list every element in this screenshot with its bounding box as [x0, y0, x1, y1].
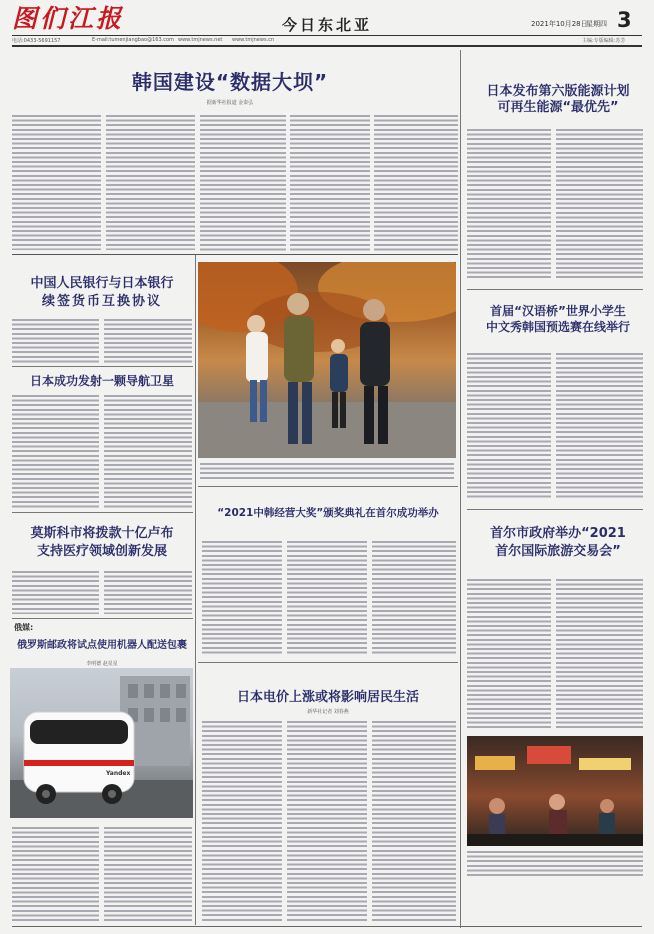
masthead-tel: 电话:0433-5691157 [12, 38, 61, 44]
article-seoul-fair-title-1: 首尔市政府举办“2021 [490, 526, 626, 541]
article-pboc-body [12, 318, 99, 364]
article-japan-power-body [287, 720, 367, 922]
article-korea-body [12, 114, 101, 250]
article-japan-energy-body [467, 128, 551, 280]
photo-family-caption [200, 462, 454, 480]
masthead-web2: www.tmjnews.cn [232, 37, 275, 43]
article-robot-body [12, 826, 99, 922]
article-korea-body [374, 114, 458, 252]
article-moscow-body [104, 570, 192, 614]
article-korea-body [290, 114, 370, 252]
article-korea-body [106, 114, 195, 250]
robot-brand-logo: Yandex [106, 770, 131, 777]
article-seoul-fair-body [556, 578, 643, 728]
article-robot-body [104, 826, 192, 922]
article-hanyu-body [556, 352, 643, 500]
photo-family-park [198, 262, 456, 458]
article-korea-title: 韩国建设“数据大坝” [131, 70, 329, 94]
masthead [0, 0, 654, 52]
family-photo-art [198, 262, 456, 458]
page-number: 3 [617, 8, 632, 32]
newspaper-logo: 图们江报 [12, 4, 125, 33]
article-korea-award-title: “2021中韩经营大奖”颁奖典礼在首尔成功举办 [217, 507, 439, 519]
article-moscow-title-2: 支持医疗领域创新发展 [36, 544, 167, 559]
article-korea-byline: 据新华社报道 金泰弘 [206, 100, 254, 106]
article-korea-award-body [287, 540, 367, 656]
article-satellite-body [12, 394, 99, 508]
article-robot-title: 俄罗斯邮政将试点使用机器人配送包裹 [17, 640, 187, 651]
article-japan-power-body [372, 720, 456, 922]
article-japan-energy-title-1: 日本发布第六版能源计划 [486, 84, 630, 99]
article-robot-byline: 李明德 赵星星 [86, 661, 118, 667]
article-hanyu-title-1: 首届“汉语桥”世界小学生 [490, 304, 626, 318]
edition-weekday: 星期四 [586, 20, 607, 28]
article-moscow-body [12, 570, 99, 614]
article-seoul-fair-body [467, 578, 551, 728]
article-moscow-title-1: 莫斯科市将拨款十亿卢布 [30, 526, 174, 541]
article-pboc-title-2: 续签货币互换协议 [41, 294, 162, 309]
masthead-web: www.tmjnews.net [178, 37, 223, 43]
photo-delivery-robot [10, 668, 193, 818]
article-korea-body [200, 114, 286, 252]
article-japan-power-title: 日本电价上涨或将影响居民生活 [236, 690, 419, 705]
article-hanyu-title-2: 中文秀韩国预选赛在线举行 [485, 320, 630, 334]
photo-street-food [467, 736, 643, 846]
edition-date: 2021年10月28日 [531, 20, 588, 28]
article-satellite-body [104, 394, 192, 508]
article-japan-power-byline: 新华社记者 刘春燕 [307, 709, 349, 715]
article-hanyu-body [467, 352, 551, 500]
article-robot-kicker: 俄媒: [14, 623, 34, 632]
article-satellite-title: 日本成功发射一颗导航卫星 [29, 374, 174, 388]
article-pboc-title-1: 中国人民银行与日本银行 [30, 276, 174, 291]
street-photo-art [467, 736, 643, 846]
masthead-editor: 主编:专版编辑:苏芳 [582, 38, 626, 44]
section-title: 今日东北亚 [281, 16, 372, 34]
article-seoul-fair-title-2: 首尔国际旅游交易会” [495, 544, 621, 559]
article-korea-award-body [202, 540, 282, 656]
article-korea-award-body [372, 540, 456, 656]
article-japan-energy-title-2: 可再生能源“最优先” [497, 100, 619, 115]
article-japan-power-body [202, 720, 282, 922]
article-pboc-body [104, 318, 192, 364]
photo-street-caption [467, 850, 643, 876]
masthead-email: E-mail:tumenjiangbao@163.com [92, 37, 174, 43]
robot-photo-art [10, 668, 193, 818]
article-japan-energy-body [556, 128, 643, 280]
